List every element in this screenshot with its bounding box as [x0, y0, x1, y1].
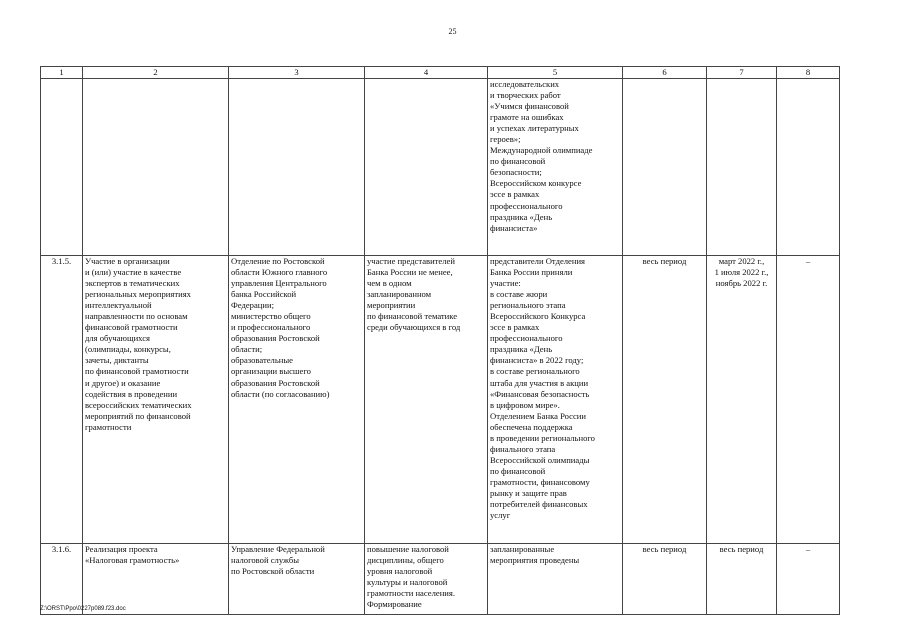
- header-cell: 5: [488, 67, 623, 79]
- row-indicator: повышение налоговой дисциплины, общего уровня налоговой культуры и налоговой грамотности населения. Формирование: [365, 544, 488, 615]
- row-deadline: весь период: [623, 544, 707, 615]
- row-indicator: участие представителей Банка России не менее, чем в одном запланированном мероприятии по финансовой тематике среди обучающихся в год: [365, 256, 488, 544]
- row-note: –: [777, 544, 840, 615]
- row-executor: Управление Федеральной налоговой службы по Ростовской области: [229, 544, 365, 615]
- row-indicator: [365, 79, 488, 256]
- row-result: запланированные мероприятия проведены: [488, 544, 623, 615]
- row-note: –: [777, 256, 840, 544]
- row-name: Участие в организации и (или) участие в качестве экспертов в тематических региональных мероприятиях интеллектуальной направленности по основам финансовой грамотности для обучающихся (олимпиады, конкурсы, зачеты, диктанты по финансовой грамотности и другое) и оказание содействия в проведении всероссийских тематических мероприятий по финансовой грамотности: [83, 256, 229, 544]
- row-name: Реализация проекта «Налоговая грамотность»: [83, 544, 229, 615]
- row-number: 3.1.6.: [41, 544, 83, 615]
- page-number: 25: [448, 27, 457, 36]
- plan-table: [40, 66, 840, 615]
- table-row: [41, 544, 840, 615]
- row-name: [83, 79, 229, 256]
- row-executor: Отделение по Ростовской области Южного главного управления Центрального банка Российской Федерации; министерство общего и профессионального образования Ростовской области; образовательные организации высшего образования Ростовской области (по согласованию): [229, 256, 365, 544]
- row-number: [41, 79, 83, 256]
- row-actual: весь период: [707, 544, 777, 615]
- header-cell: 4: [365, 67, 488, 79]
- header-cell: 8: [777, 67, 840, 79]
- row-executor: [229, 79, 365, 256]
- table-row: [41, 256, 840, 544]
- row-deadline: весь период: [623, 256, 707, 544]
- header-cell: 6: [623, 67, 707, 79]
- file-path-footer: Z:\ORST\Ppo\0227p089.f23.doc: [40, 606, 126, 612]
- header-cell: 7: [707, 67, 777, 79]
- row-result: исследовательских и творческих работ «Учимся финансовой грамоте на ошибках и успехах литературных героев»; Международной олимпиаде по финансовой безопасности; Всероссийском конкурсе эссе в рамках профессионального праздника «День финансиста»: [488, 79, 623, 256]
- table-header-row: [41, 67, 840, 79]
- table-row: [41, 79, 840, 256]
- header-cell: 3: [229, 67, 365, 79]
- header-cell: 2: [83, 67, 229, 79]
- row-actual: март 2022 г., 1 июля 2022 г., ноябрь 2022 г.: [707, 256, 777, 544]
- row-number: 3.1.5.: [41, 256, 83, 544]
- row-deadline: [623, 79, 707, 256]
- row-actual: [707, 79, 777, 256]
- row-note: [777, 79, 840, 256]
- row-result: представители Отделения Банка России приняли участие: в составе жюри регионального этапа Всероссийского Конкурса эссе в рамках профессионального праздника «День финансиста» в 2022 году; в составе регионального штаба для участия в акции «Финансовая безопасность в цифровом мире». Отделением Банка России обеспечена поддержка в проведении регионального финального этапа Всероссийской олимпиады по финансовой грамотности, финансовому рынку и защите прав потребителей финансовых услуг: [488, 256, 623, 544]
- header-cell: 1: [41, 67, 83, 79]
